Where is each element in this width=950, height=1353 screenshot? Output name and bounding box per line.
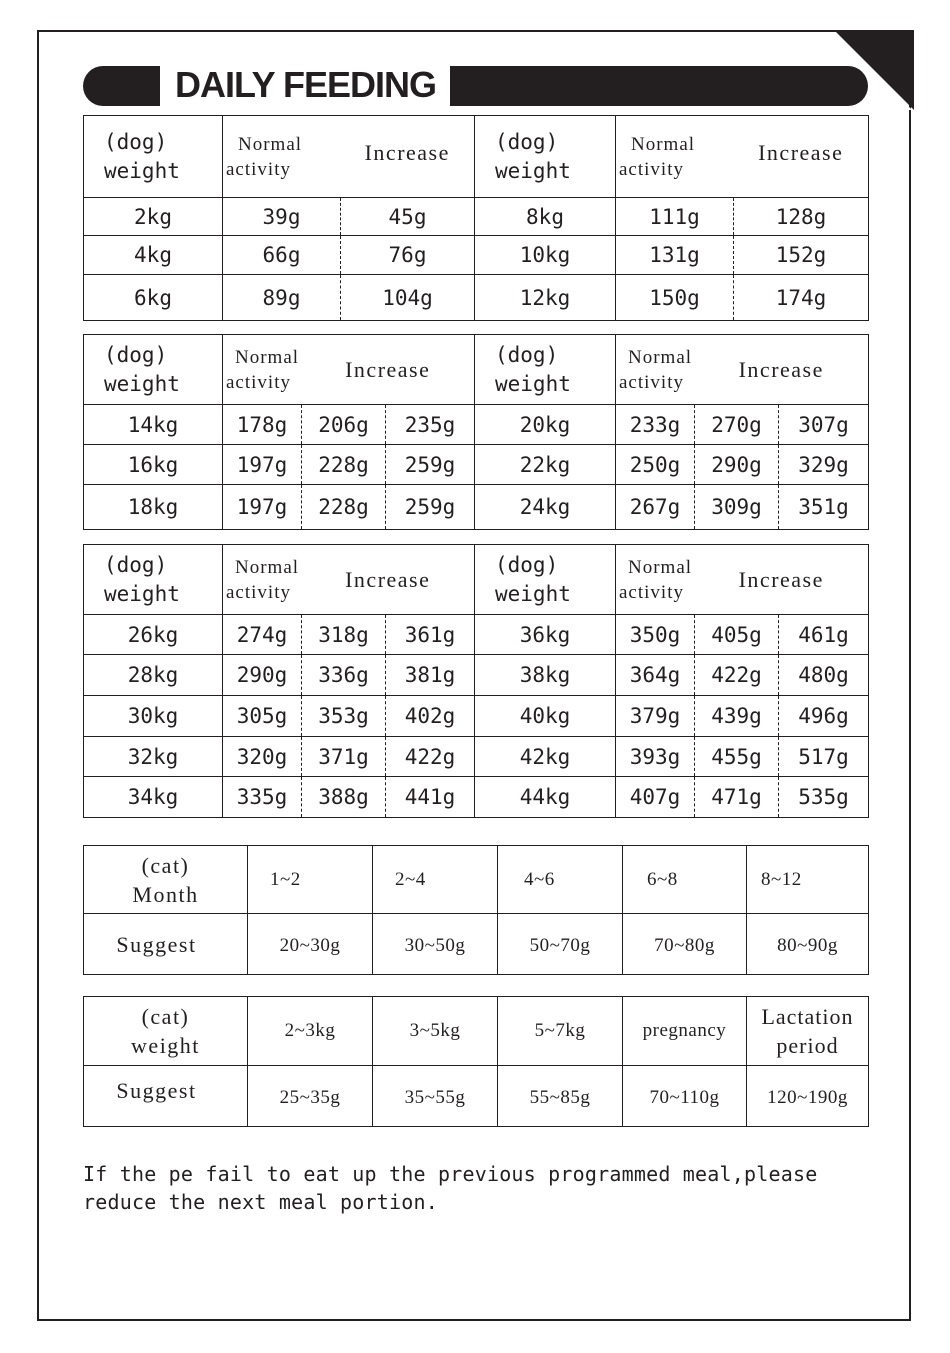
normal-activity-cell: 274g: [223, 615, 302, 655]
table-row: [84, 275, 869, 321]
normal-activity-header: [616, 545, 695, 615]
dog-weight-header-line2: weight: [104, 581, 180, 606]
suggest-amount-cell: 25~35g: [248, 1066, 373, 1127]
cat-month-table: [83, 845, 869, 975]
normal-activity-cell: 290g: [223, 655, 302, 696]
table-row: [84, 914, 869, 975]
increase-cell: 309g: [695, 485, 779, 530]
dog-weight-cell: 44kg: [475, 777, 616, 818]
normal-activity-header: [223, 116, 341, 198]
table-header-row: [84, 335, 869, 405]
cat-weight-cell: Lactation period: [747, 997, 869, 1066]
normal-activity-header: [616, 116, 734, 198]
dog-weight-cell: 4kg: [134, 243, 172, 267]
table-row: [84, 615, 869, 655]
dog-weight-header-line2: weight: [495, 371, 571, 396]
increase-cell-2: 461g: [779, 615, 869, 655]
increase-header: Increase: [345, 566, 431, 592]
table-row: [84, 737, 869, 777]
normal-activity-cell: 89g: [223, 275, 341, 321]
dog-weight-cell: 30kg: [127, 704, 179, 728]
table-header-row: [84, 116, 869, 198]
increase-cell-2: 235g: [386, 405, 475, 445]
cat-weight-header-line2: weight: [131, 1033, 200, 1058]
dog-weight-cell: 26kg: [127, 622, 179, 647]
normal-activity-header: [223, 545, 302, 615]
normal-activity-cell: 197g: [223, 445, 302, 485]
cat-weight-header: [84, 997, 248, 1066]
cat-weight-cell: 5~7kg: [498, 997, 623, 1066]
dog-weight-header-line1: (dog): [104, 552, 168, 577]
normal-activity-cell: 393g: [616, 737, 695, 777]
normal-activity-header-line2: activity: [226, 158, 291, 180]
increase-cell-2: 361g: [386, 615, 475, 655]
table-row: [84, 846, 869, 914]
dog-weight-cell: 20kg: [475, 405, 616, 445]
increase-cell: 290g: [695, 445, 779, 485]
increase-cell-2: 402g: [386, 696, 475, 737]
increase-cell: 371g: [302, 737, 386, 777]
increase-cell-2: 422g: [386, 737, 475, 777]
normal-activity-header-line1: Normal: [631, 133, 696, 155]
dog-weight-cell: 12kg: [475, 275, 616, 321]
dog-weight-header: [475, 335, 616, 405]
increase-cell: 353g: [302, 696, 386, 737]
increase-header: Increase: [738, 566, 824, 592]
cat-weight-header-line1: (cat): [141, 1004, 190, 1029]
dog-weight-header-line2: weight: [495, 581, 571, 606]
table-header-row: [84, 545, 869, 615]
table-row: [84, 1066, 869, 1127]
cat-month-header: [84, 846, 248, 914]
dog-weight-header-line2: weight: [495, 158, 571, 183]
increase-cell-2: 351g: [779, 485, 869, 530]
suggest-amount-cell: 50~70g: [498, 914, 623, 975]
increase-cell-2: 517g: [779, 737, 869, 777]
dog-weight-cell: 42kg: [475, 737, 616, 777]
normal-activity-cell: 250g: [616, 445, 695, 485]
increase-cell: 45g: [341, 198, 475, 236]
normal-activity-cell: 66g: [223, 236, 341, 275]
dog-weight-header: [84, 116, 223, 198]
dog-weight-cell: 40kg: [475, 696, 616, 737]
normal-activity-header-line2: activity: [619, 158, 684, 180]
dog-weight-cell: 6kg: [134, 285, 172, 310]
dog-weight-cell: 16kg: [127, 452, 179, 477]
normal-activity-cell: 233g: [616, 405, 695, 445]
dog-feeding-table-2: [83, 334, 869, 530]
increase-cell: 439g: [695, 696, 779, 737]
suggest-label: Suggest: [84, 1066, 248, 1127]
dog-weight-header: [84, 335, 223, 405]
increase-header: Increase: [758, 139, 844, 165]
normal-activity-cell: 407g: [616, 777, 695, 818]
normal-activity-cell: 350g: [616, 615, 695, 655]
increase-cell-2: 307g: [779, 405, 869, 445]
dog-weight-cell: 14kg: [127, 412, 179, 437]
dog-feeding-table-3: [83, 544, 869, 818]
cat-month-cell: 1~2: [248, 846, 373, 914]
normal-activity-header-line1: Normal: [235, 346, 300, 368]
dog-weight-cell: 36kg: [475, 615, 616, 655]
dog-weight-cell: 22kg: [475, 445, 616, 485]
feeding-note: If the pe fail to eat up the previous programmed meal,please reduce the next meal portion.: [83, 1162, 818, 1214]
cat-weight-cell: 3~5kg: [373, 997, 498, 1066]
normal-activity-header-line1: Normal: [628, 346, 693, 368]
dog-weight-header-line2: weight: [104, 371, 180, 396]
increase-cell: 104g: [341, 275, 475, 321]
dog-weight-cell: 18kg: [127, 495, 179, 519]
normal-activity-cell: 379g: [616, 696, 695, 737]
normal-activity-cell: 267g: [616, 485, 695, 530]
table-row: [84, 777, 869, 818]
cat-month-cell: 8~12: [747, 846, 869, 914]
normal-activity-header-line1: Normal: [238, 133, 303, 155]
title-bar-left: [83, 66, 160, 106]
table-row: [84, 445, 869, 485]
table-row: [84, 405, 869, 445]
normal-activity-header-line2: activity: [226, 581, 291, 603]
table-row: [84, 485, 869, 530]
suggest-label: Suggest: [84, 914, 248, 975]
increase-header: Increase: [364, 139, 450, 165]
dog-feeding-table-1: [83, 115, 869, 321]
normal-activity-header: [223, 335, 302, 405]
dog-weight-header: [475, 116, 616, 198]
normal-activity-header-line1: Normal: [235, 556, 300, 578]
table-row: [84, 236, 869, 275]
title-bar-right: [450, 66, 868, 106]
cat-month-header-line2: Month: [132, 881, 199, 907]
increase-cell: 455g: [695, 737, 779, 777]
dog-weight-cell: 28kg: [127, 663, 179, 687]
increase-cell: 336g: [302, 655, 386, 696]
cat-weight-cell: pregnancy: [623, 997, 747, 1066]
increase-cell: 270g: [695, 405, 779, 445]
increase-cell: 471g: [695, 777, 779, 818]
page-title: DAILY FEEDING: [175, 64, 437, 105]
suggest-amount-cell: 120~190g: [747, 1066, 869, 1127]
normal-activity-cell: 364g: [616, 655, 695, 696]
dog-weight-header: [84, 545, 223, 615]
increase-cell-2: 496g: [779, 696, 869, 737]
dog-weight-header-line1: (dog): [104, 342, 168, 367]
dog-weight-cell: 8kg: [475, 198, 616, 236]
dog-weight-cell: 24kg: [475, 485, 616, 530]
increase-cell: 152g: [734, 236, 869, 275]
cat-weight-cell: 2~3kg: [248, 997, 373, 1066]
suggest-amount-cell: 70~80g: [623, 914, 747, 975]
increase-cell-2: 441g: [386, 777, 475, 818]
table-row: [84, 198, 869, 236]
suggest-amount-cell: 55~85g: [498, 1066, 623, 1127]
increase-cell-2: 259g: [386, 485, 475, 530]
dog-weight-cell: 34kg: [127, 785, 179, 809]
normal-activity-cell: 335g: [223, 777, 302, 818]
dog-weight-header-line1: (dog): [495, 342, 559, 367]
normal-activity-cell: 39g: [223, 198, 341, 236]
dog-weight-header-line1: (dog): [495, 129, 559, 154]
increase-cell-2: 535g: [779, 777, 869, 818]
increase-cell-2: 381g: [386, 655, 475, 696]
normal-activity-cell: 111g: [616, 198, 734, 236]
increase-header: Increase: [738, 356, 824, 382]
increase-cell: 388g: [302, 777, 386, 818]
table-row: [84, 655, 869, 696]
increase-cell-2: 329g: [779, 445, 869, 485]
increase-cell: 405g: [695, 615, 779, 655]
suggest-amount-cell: 20~30g: [248, 914, 373, 975]
table-row: [84, 696, 869, 737]
normal-activity-header-line2: activity: [619, 581, 684, 603]
increase-cell-2: 259g: [386, 445, 475, 485]
increase-cell: 318g: [302, 615, 386, 655]
increase-header: Increase: [345, 356, 431, 382]
increase-cell-2: 480g: [779, 655, 869, 696]
increase-cell: 76g: [341, 236, 475, 275]
increase-cell: 228g: [302, 445, 386, 485]
dog-weight-header-line1: (dog): [495, 552, 559, 577]
increase-cell: 174g: [734, 275, 869, 321]
suggest-amount-cell: 35~55g: [373, 1066, 498, 1127]
cat-month-cell: 4~6: [498, 846, 623, 914]
normal-activity-header-line2: activity: [226, 371, 291, 393]
cat-month-cell: 6~8: [623, 846, 747, 914]
normal-activity-header: [616, 335, 695, 405]
dog-weight-cell: 2kg: [134, 204, 172, 229]
increase-cell: 206g: [302, 405, 386, 445]
increase-cell: 128g: [734, 198, 869, 236]
normal-activity-cell: 197g: [223, 485, 302, 530]
dog-weight-header-line2: weight: [104, 158, 180, 183]
cat-weight-table: [83, 996, 869, 1127]
normal-activity-cell: 320g: [223, 737, 302, 777]
cat-month-cell: 2~4: [373, 846, 498, 914]
increase-cell: 228g: [302, 485, 386, 530]
table-row: [84, 997, 869, 1066]
cat-month-header-line1: (cat): [141, 852, 190, 878]
increase-cell: 422g: [695, 655, 779, 696]
dog-weight-cell: 38kg: [475, 655, 616, 696]
dog-weight-cell: 10kg: [475, 236, 616, 275]
dog-weight-header: [475, 545, 616, 615]
dog-weight-cell: 32kg: [127, 744, 179, 769]
suggest-amount-cell: 70~110g: [623, 1066, 747, 1127]
suggest-amount-cell: 80~90g: [747, 914, 869, 975]
normal-activity-header-line1: Normal: [628, 556, 693, 578]
normal-activity-cell: 305g: [223, 696, 302, 737]
normal-activity-cell: 131g: [616, 236, 734, 275]
suggest-amount-cell: 30~50g: [373, 914, 498, 975]
normal-activity-cell: 178g: [223, 405, 302, 445]
dog-weight-header-line1: (dog): [104, 129, 168, 154]
normal-activity-cell: 150g: [616, 275, 734, 321]
normal-activity-header-line2: activity: [619, 371, 684, 393]
